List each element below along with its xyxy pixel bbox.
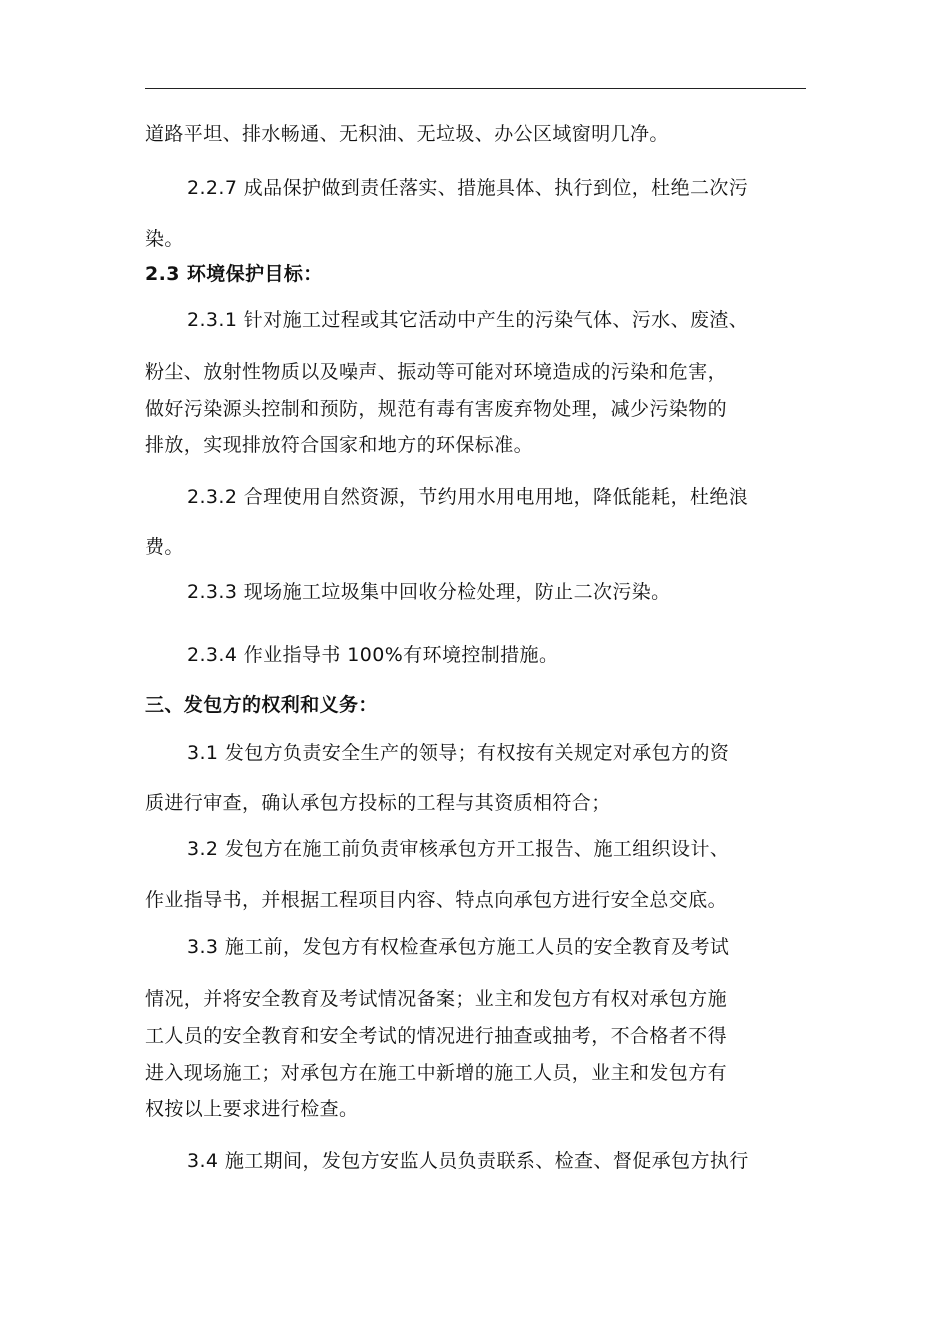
paragraph-line: 费。 — [145, 536, 184, 558]
paragraph-line: 作业指导书，并根据工程项目内容、特点向承包方进行安全总交底。 — [145, 889, 728, 911]
paragraph-line: 情况，并将安全教育及考试情况备案；业主和发包方有权对承包方施 — [145, 988, 728, 1010]
paragraph-line: 2.3.4 作业指导书 100%有环境控制措施。 — [187, 644, 559, 666]
section-heading: 三、发包方的权利和义务： — [145, 694, 378, 716]
paragraph-line: 3.1 发包方负责安全生产的领导；有权按有关规定对承包方的资 — [187, 742, 730, 764]
paragraph-line: 3.4 施工期间，发包方安监人员负责联系、检查、督促承包方执行 — [187, 1150, 749, 1172]
paragraph-line: 粉尘、放射性物质以及噪声、振动等可能对环境造成的污染和危害， — [145, 361, 728, 383]
paragraph-line: 质进行审查，确认承包方投标的工程与其资质相符合； — [145, 792, 611, 814]
paragraph-line: 2.3.2 合理使用自然资源，节约用水用电用地，降低能耗，杜绝浪 — [187, 486, 749, 508]
paragraph-line: 染。 — [145, 228, 184, 250]
paragraph-line: 3.3 施工前，发包方有权检查承包方施工人员的安全教育及考试 — [187, 936, 730, 958]
paragraph-line: 2.3.1 针对施工过程或其它活动中产生的污染气体、污水、废渣、 — [187, 309, 749, 331]
paragraph-line: 2.2.7 成品保护做到责任落实、措施具体、执行到位，杜绝二次污 — [187, 177, 749, 199]
section-heading: 2.3 环境保护目标： — [145, 263, 323, 285]
paragraph-line: 2.3.3 现场施工垃圾集中回收分检处理，防止二次污染。 — [187, 581, 671, 603]
paragraph-line: 道路平坦、排水畅通、无积油、无垃圾、办公区域窗明几净。 — [145, 123, 669, 145]
paragraph-line: 排放，实现排放符合国家和地方的环保标准。 — [145, 434, 534, 456]
paragraph-line: 权按以上要求进行检查。 — [145, 1098, 359, 1120]
header-rule — [145, 88, 806, 89]
paragraph-line: 做好污染源头控制和预防，规范有毒有害废弃物处理，减少污染物的 — [145, 398, 728, 420]
paragraph-line: 3.2 发包方在施工前负责审核承包方开工报告、施工组织设计、 — [187, 838, 730, 860]
paragraph-line: 进入现场施工；对承包方在施工中新增的施工人员，业主和发包方有 — [145, 1062, 728, 1084]
paragraph-line: 工人员的安全教育和安全考试的情况进行抽查或抽考，不合格者不得 — [145, 1025, 728, 1047]
